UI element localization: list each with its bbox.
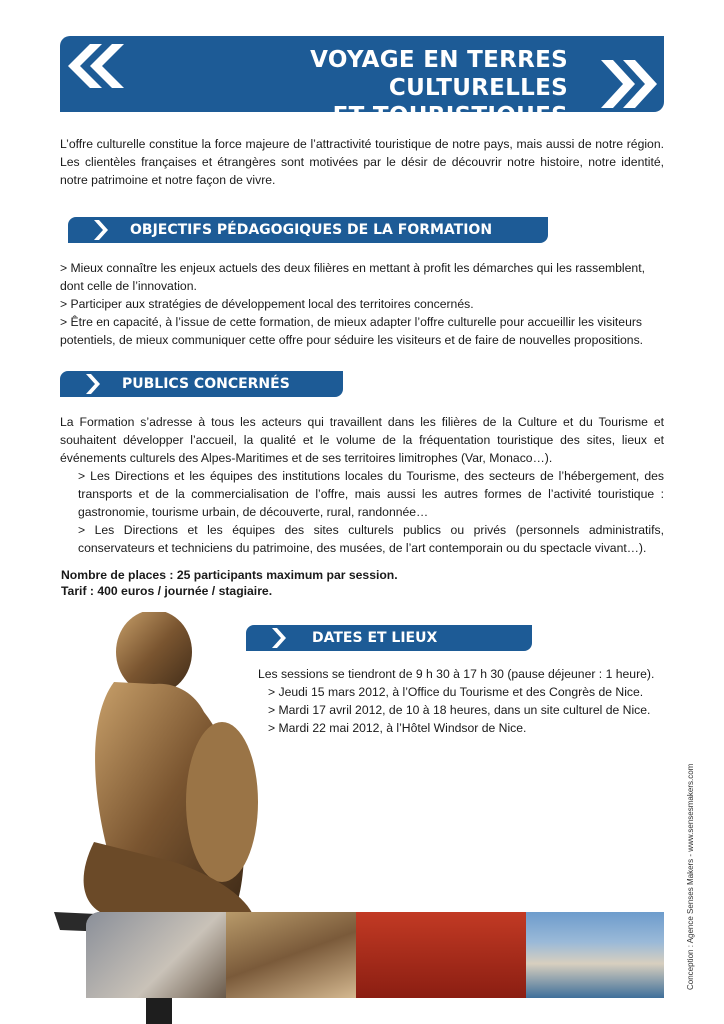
page-title [128, 46, 568, 130]
list-item: > Les Directions et les équipes des sites culturels publics ou privés (personnels administratifs, conservateurs et techniciens du patrimoine, des musées, de l’art contemporain ou du spectacle vivant…). [78, 523, 664, 555]
chevron-right-icon [272, 628, 286, 648]
photo-building [86, 912, 226, 998]
title-line-1: VOYAGE EN TERRES CULTURELLES [310, 47, 568, 101]
dates-block [258, 665, 678, 737]
chevron-right-icon [94, 220, 108, 240]
header-banner [60, 36, 664, 129]
dates-intro: Les sessions se tiendront de 9 h 30 à 17 h 30 (pause déjeuner : 1 heure). [258, 667, 655, 681]
chevron-right-icon [86, 374, 100, 394]
list-item: > Mardi 17 avril 2012, de 10 à 18 heures, dans un site culturel de Nice. [268, 703, 651, 717]
publics-paragraph: La Formation s’adresse à tous les acteurs qui travaillent dans les filières de la Culture et du Tourisme et souhaitent développer l’accueil, la qualité et le volume de la fréquentation touristique des sites, lieux et événements culturels des Alpes-Maritimes et de ses territoires limitrophes (Var, Monaco…). [60, 415, 664, 465]
double-chevron-right-icon [601, 60, 657, 108]
section-header-dates [246, 625, 532, 651]
photo-coastline [526, 912, 664, 998]
section-title: PUBLICS CONCERNÉS [122, 376, 290, 392]
photo-museum-sign [356, 912, 526, 998]
list-item: > Les Directions et les équipes des institutions locales du Tourisme, des secteurs de l’hébergement, des transports et de la commercialisation de l’offre, mais aussi les autres formes de l’activité touristique : gastronomie, tourisme urbain, de découverte, rural, randonnée… [78, 469, 664, 519]
section-title: OBJECTIFS PÉDAGOGIQUES DE LA FORMATION [130, 222, 493, 238]
list-item: > Être en capacité, à l’issue de cette formation, de mieux adapter l’offre culturelle pour accueillir les visiteurs potentiels, de mieux communiquer cette offre pour séduire les visiteurs et de faire de nouvelles propositions. [60, 315, 644, 347]
section-header-publics [60, 371, 343, 397]
list-item: > Jeudi 15 mars 2012, à l’Office du Tourisme et des Congrès de Nice. [268, 685, 644, 699]
objectifs-list [60, 259, 664, 349]
info-block [61, 567, 481, 599]
list-item: > Participer aux stratégies de développement local des territoires concernés. [60, 297, 474, 311]
list-item: > Mardi 22 mai 2012, à l’Hôtel Windsor de Nice. [268, 721, 527, 735]
places-text: Nombre de places : 25 participants maximum par session. [61, 568, 398, 582]
intro-paragraph: L’offre culturelle constitue la force majeure de l’attractivité touristique de notre pays, mais aussi de notre région. Les clientèles françaises et étrangères sont motivées par le désir de découvrir notre histoire, notre identité, notre patrimoine et notre façon de vivre. [60, 137, 664, 187]
list-item: > Mieux connaître les enjeux actuels des deux filières en mettant à profit les démarches qui les rassemblent, dont celle de l’innovation. [60, 261, 645, 293]
section-header-objectifs [68, 217, 548, 243]
credit-text: Conception : Agence Senses Makers - www.sensesmakers.com [686, 763, 695, 990]
photo-strip [86, 912, 664, 998]
title-line-2: ET TOURISTIQUES [332, 103, 568, 129]
publics-block [60, 413, 664, 557]
section-title: DATES ET LIEUX [312, 630, 438, 646]
tarif-text: Tarif : 400 euros / journée / stagiaire. [61, 584, 273, 598]
photo-facade [226, 912, 356, 998]
double-chevron-left-icon [64, 44, 124, 88]
